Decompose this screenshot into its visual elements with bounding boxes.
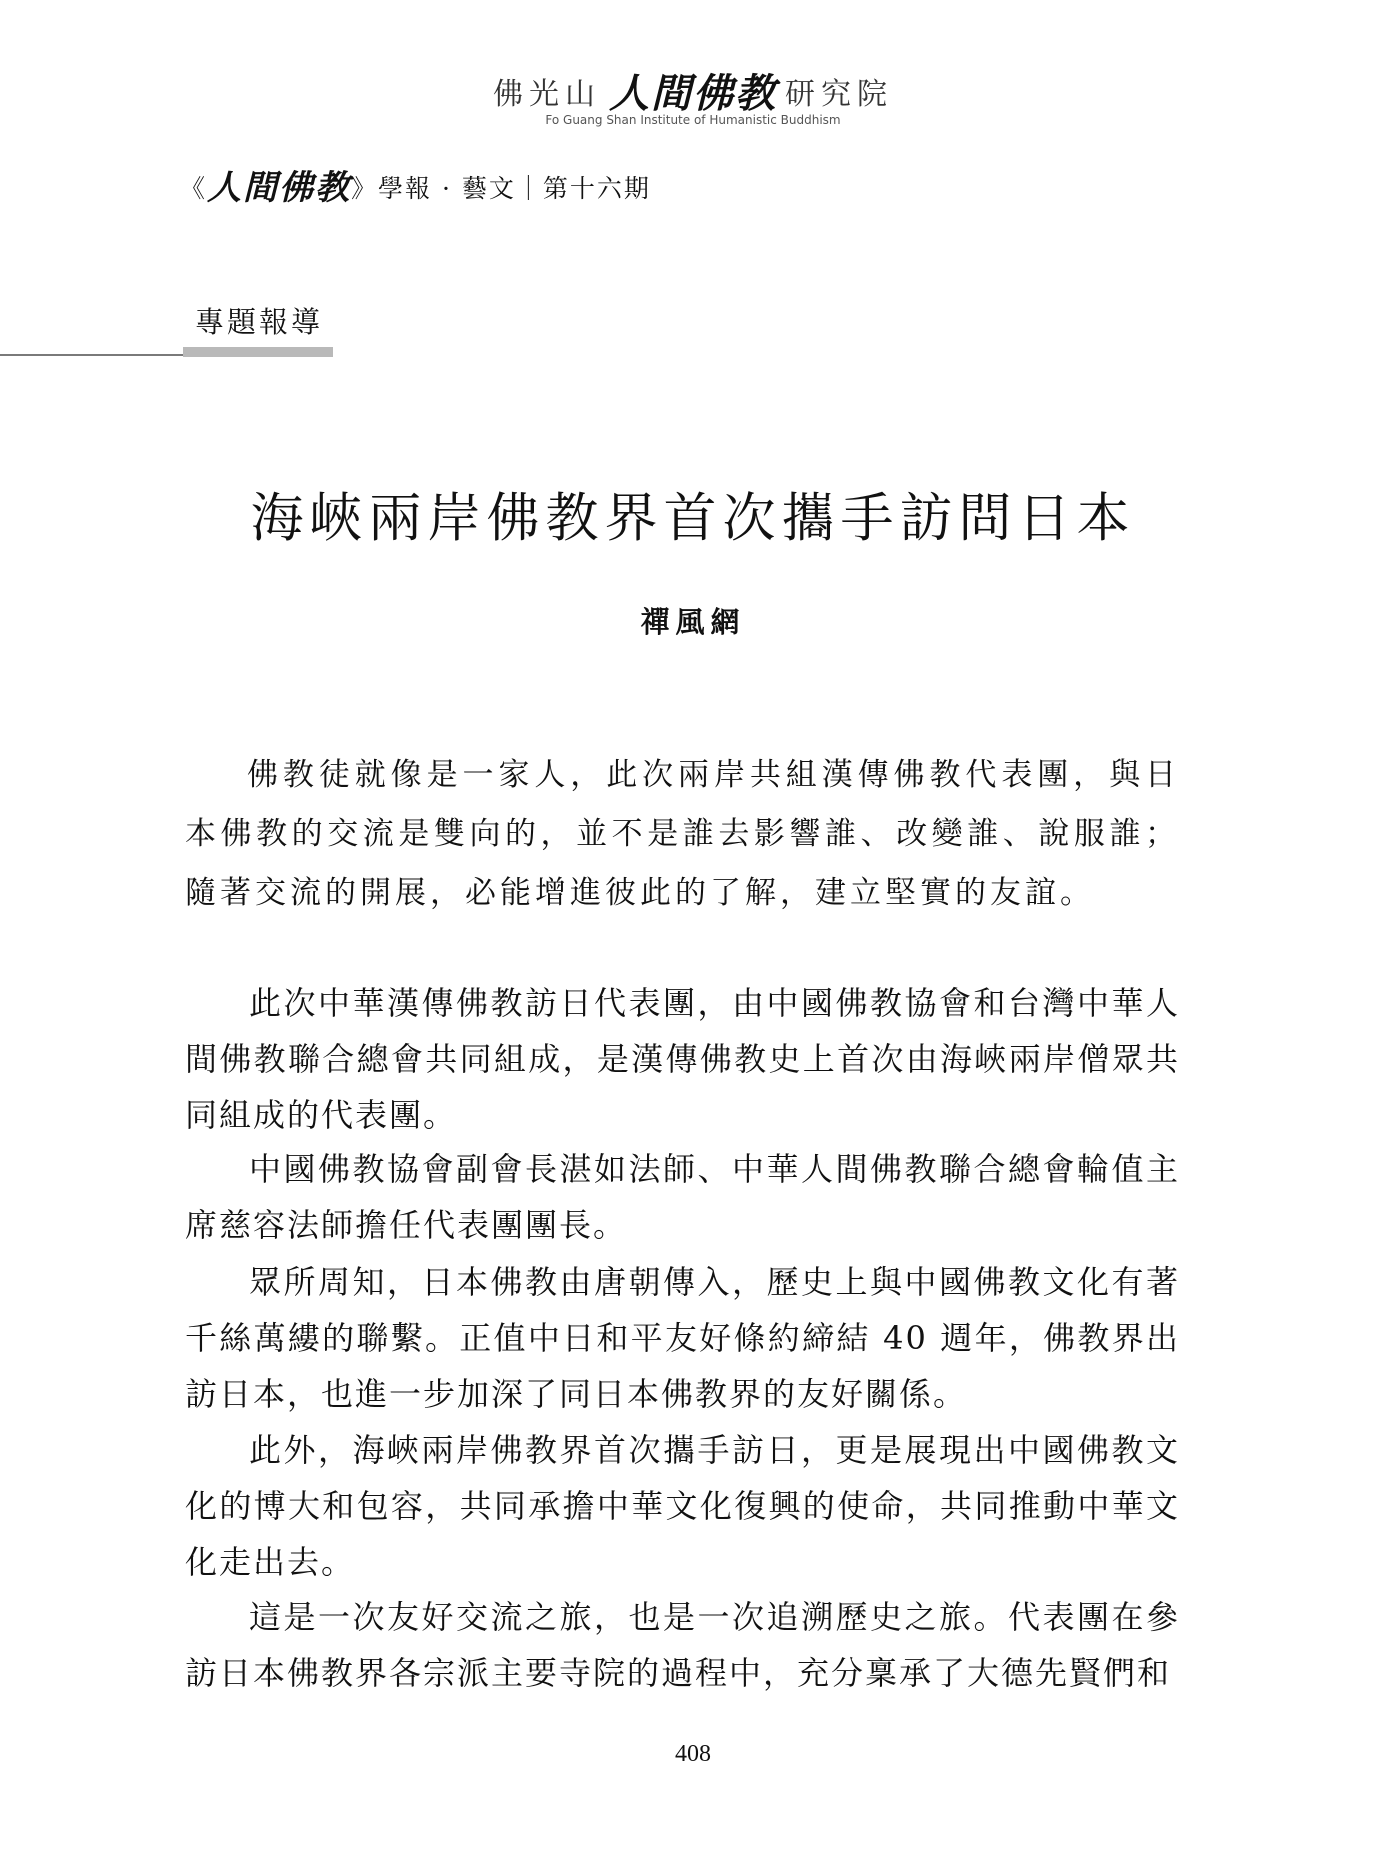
article-title: 海峽兩岸佛教界首次攜手訪問日本: [250, 488, 1136, 549]
article-author: 禪風網: [640, 605, 746, 639]
institute-prefix: 佛光山: [493, 76, 601, 112]
body-paragraph: 中國佛教協會副會長湛如法師、中華人間佛教聯合總會輪值主席慈容法師擔任代表團團長。: [185, 1150, 1180, 1244]
institute-header: [0, 62, 1386, 117]
body-paragraph: 此次中華漢傳佛教訪日代表團，由中國佛教協會和台灣中華人間佛教聯合總會共同組成，是漢傳佛教史上首次由海峽兩岸僧眾共同組成的代表團。: [185, 984, 1180, 1134]
section-underline-bar: [183, 347, 333, 357]
body-paragraph: 此外，海峽兩岸佛教界首次攜手訪日，更是展現出中國佛教文化的博大和包容，共同承擔中華文化復興的使命，共同推動中華文化走出去。: [185, 1431, 1180, 1581]
institute-english-name: Fo Guang Shan Institute of Humanistic Buddhism: [545, 113, 841, 127]
journal-issue-info: 》學報 · 藝文｜第十六期: [351, 174, 651, 203]
journal-header: [180, 160, 651, 208]
body-paragraph: 眾所周知，日本佛教由唐朝傳入，歷史上與中國佛教文化有著千絲萬縷的聯繫。正值中日和平友好條約締結 40 週年，佛教界出訪日本，也進一步加深了同日本佛教界的友好關係。: [185, 1263, 1180, 1413]
body-paragraph: 這是一次友好交流之旅，也是一次追溯歷史之旅。代表團在參訪日本佛教界各宗派主要寺院的過程中，充分稟承了大德先賢們和: [185, 1598, 1180, 1692]
journal-calligraphy-logo: 人間佛教: [207, 168, 352, 208]
journal-bracket-open: 《: [180, 174, 208, 203]
institute-calligraphy-logo: 人間佛教: [609, 70, 777, 117]
institute-suffix: 研究院: [785, 76, 893, 112]
intro-paragraph: 佛教徒就像是一家人，此次兩岸共組漢傳佛教代表團，與日本佛教的交流是雙向的，並不是誰去影響誰、改變誰、說服誰；隨著交流的開展，必能增進彼此的了解，建立堅實的友誼。: [185, 757, 1180, 911]
page-number: 408: [675, 1741, 711, 1767]
section-label: 專題報導: [195, 305, 324, 339]
